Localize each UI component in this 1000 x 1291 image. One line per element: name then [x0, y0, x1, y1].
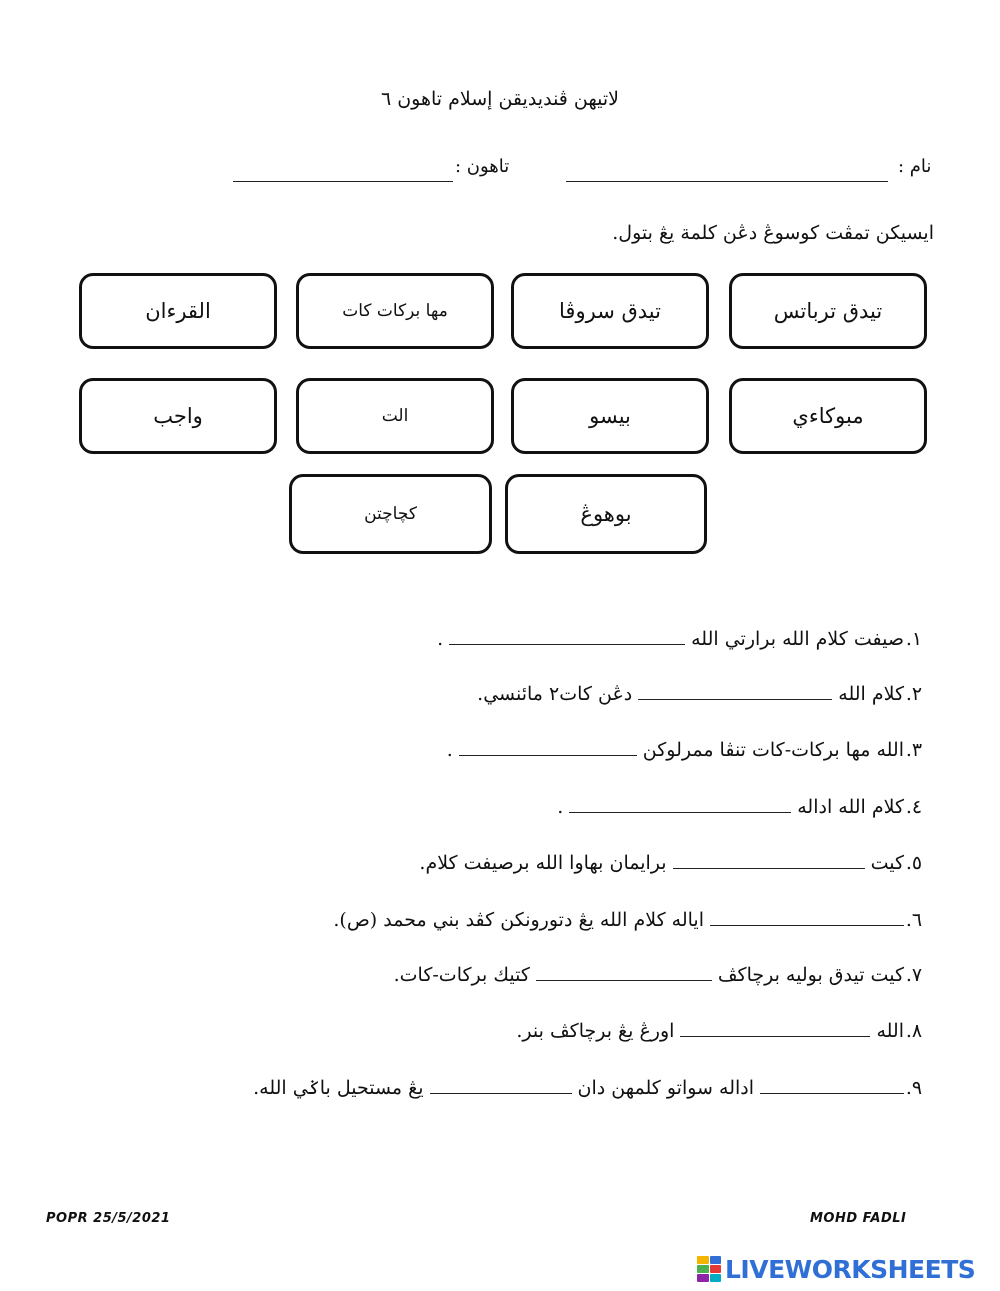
question-text: كتيك بركات-كات.: [393, 964, 530, 986]
answer-blank[interactable]: [760, 1075, 904, 1094]
question-number: ٨.: [905, 1020, 923, 1042]
answer-blank[interactable]: [673, 850, 865, 869]
liveworksheets-logo[interactable]: [697, 1254, 975, 1284]
question-number: ١.: [905, 628, 923, 650]
question-text: .: [557, 796, 564, 818]
word-box[interactable]: القرءان: [79, 273, 277, 349]
question-number: ٥.: [905, 852, 923, 874]
question-text: .: [437, 628, 444, 650]
word-box[interactable]: تيدق سروڤا: [511, 273, 709, 349]
question-text: كلام الله: [838, 683, 904, 705]
year-label: تاهون :: [455, 156, 510, 177]
question-9: [253, 1071, 904, 1105]
answer-blank[interactable]: [569, 794, 791, 813]
question-text: اياله كلام الله يڠ دتورونكن كڤد بني محمد (ص).: [333, 909, 704, 931]
liveworksheets-icon: [697, 1256, 721, 1282]
answer-blank[interactable]: [536, 962, 712, 981]
word-box[interactable]: الت: [296, 378, 494, 454]
question-3: [447, 733, 904, 767]
question-8: [516, 1014, 904, 1048]
instruction-text: ايسيكن تمڤت كوسوڠ دڠن كلمة يڠ بتول.: [612, 222, 934, 244]
name-label: نام :: [898, 156, 932, 177]
question-number: ٧.: [905, 964, 923, 986]
question-text: الله مها بركات-كات تنڤا ممرلوكن: [642, 739, 904, 761]
question-text: يڠ مستحيل باݢي الله.: [253, 1077, 424, 1099]
word-box[interactable]: بوهوڠ: [505, 474, 707, 554]
question-number: ٩.: [905, 1077, 923, 1099]
answer-blank[interactable]: [710, 907, 904, 926]
question-text: .: [446, 739, 453, 761]
question-text: اداله سواتو كلمهن دان: [577, 1077, 754, 1099]
word-box[interactable]: واجب: [79, 378, 277, 454]
question-4: [557, 790, 904, 824]
question-text: كيت: [870, 852, 904, 874]
answer-blank[interactable]: [638, 681, 832, 700]
question-text: اورڠ يڠ برچاكڤ بنر.: [516, 1020, 675, 1042]
question-text: برايمان بهاوا الله برصيفت كلام.: [419, 852, 667, 874]
question-text: الله: [876, 1020, 904, 1042]
question-6: [333, 903, 904, 937]
question-text: صيفت كلام الله برارتي الله: [691, 628, 904, 650]
answer-blank[interactable]: [430, 1075, 572, 1094]
answer-blank[interactable]: [680, 1018, 870, 1037]
word-box[interactable]: تيدق ترباتس: [729, 273, 927, 349]
question-number: ٢.: [905, 683, 923, 705]
question-1: [437, 622, 904, 656]
word-box[interactable]: مبوكاءي: [729, 378, 927, 454]
question-number: ٣.: [905, 739, 923, 761]
question-5: [419, 846, 904, 880]
word-box[interactable]: كچاچتن: [289, 474, 492, 554]
question-number: ٤.: [905, 796, 923, 818]
question-2: [477, 677, 904, 711]
question-text: دڠن كات٢ مائنسي.: [477, 683, 633, 705]
question-text: كيت تيدق بوليه برچاكڤ: [717, 964, 904, 986]
footer-author: MOHD FADLI: [810, 1211, 907, 1226]
year-line[interactable]: [233, 181, 453, 182]
word-box[interactable]: بيسو: [511, 378, 709, 454]
answer-blank[interactable]: [459, 737, 637, 756]
answer-blank[interactable]: [449, 626, 685, 645]
question-number: ٦.: [905, 909, 923, 931]
question-7: [394, 958, 904, 992]
word-box[interactable]: مها بركات كات: [296, 273, 494, 349]
footer-date: POPR 25/5/2021: [46, 1211, 171, 1226]
question-text: كلام الله اداله: [797, 796, 904, 818]
name-line[interactable]: [566, 181, 888, 182]
worksheet-title: لاتيهن ڤنديديقن إسلام تاهون ٦: [380, 88, 620, 110]
brand-name: LIVEWORKSHEETS: [725, 1254, 976, 1284]
